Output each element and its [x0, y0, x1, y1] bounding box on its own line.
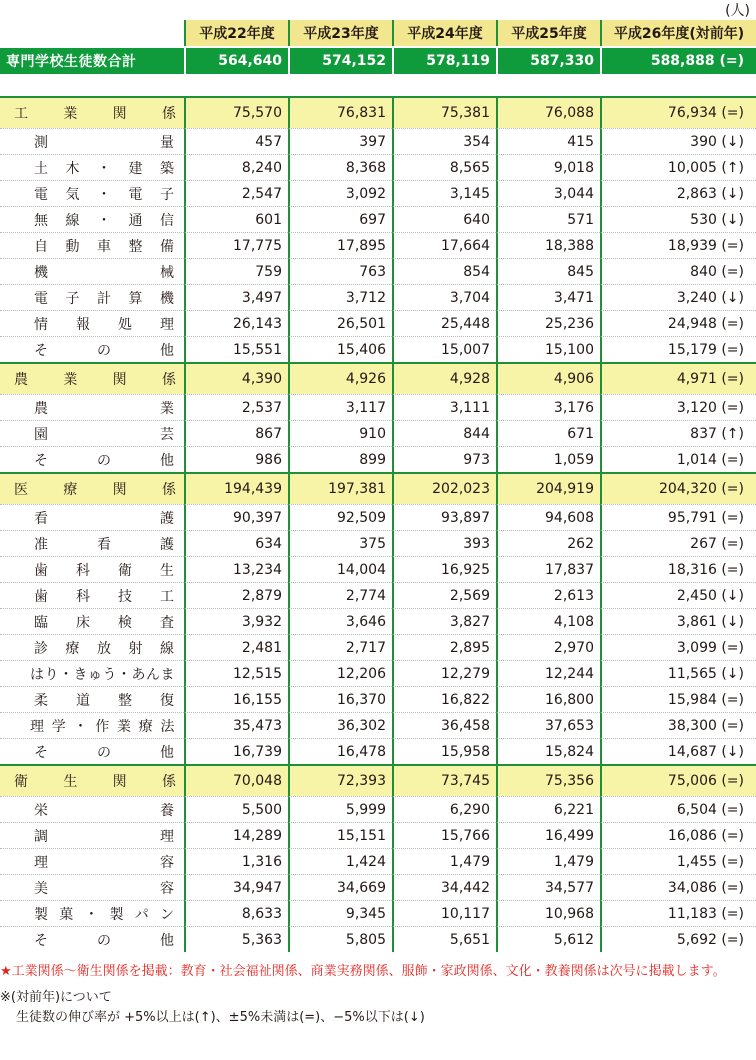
subcategory-value: 12,279: [392, 660, 496, 686]
subcategory-row: [0, 154, 756, 180]
subcategory-value: 34,442: [392, 874, 496, 900]
subcategory-value: 17,895: [288, 232, 392, 258]
category-row: [0, 764, 756, 796]
subcategory-value: 2,970: [496, 634, 600, 660]
subcategory-value: 1,014 (=): [600, 446, 756, 472]
subcategory-value: 571: [496, 206, 600, 232]
subcategory-value: 15,824: [496, 738, 600, 764]
subcategory-row: [0, 128, 756, 154]
subcategory-row: [0, 900, 756, 926]
subcategory-value: 2,450 (↓): [600, 582, 756, 608]
subcategory-value: 2,569: [392, 582, 496, 608]
subcategory-value: 2,774: [288, 582, 392, 608]
subcategory-label: 診療放射線: [0, 634, 184, 660]
subcategory-label: 栄養: [0, 796, 184, 822]
subcategory-label: 准看護: [0, 530, 184, 556]
subcategory-label: 調理: [0, 822, 184, 848]
subcategory-value: 601: [184, 206, 288, 232]
subcategory-value: 845: [496, 258, 600, 284]
subcategory-value: 15,151: [288, 822, 392, 848]
subcategory-value: 3,117: [288, 394, 392, 420]
category-value: 76,831: [288, 96, 392, 128]
note-publication: [0, 962, 756, 982]
subcategory-label: 電子計算機: [0, 284, 184, 310]
subcategory-row: [0, 504, 756, 530]
subcategory-value: 759: [184, 258, 288, 284]
category-value: 72,393: [288, 764, 392, 796]
subcategory-value: 13,234: [184, 556, 288, 582]
subcategory-value: 354: [392, 128, 496, 154]
total-row: [0, 46, 756, 74]
subcategory-value: 90,397: [184, 504, 288, 530]
subcategory-row: [0, 530, 756, 556]
subcategory-value: 17,664: [392, 232, 496, 258]
subcategory-row: [0, 310, 756, 336]
subcategory-value: 14,289: [184, 822, 288, 848]
subcategory-value: 1,479: [392, 848, 496, 874]
total-value: 587,330: [496, 46, 600, 74]
subcategory-value: 3,120 (=): [600, 394, 756, 420]
subcategory-row: [0, 822, 756, 848]
subcategory-value: 15,179 (=): [600, 336, 756, 362]
subcategory-value: 8,368: [288, 154, 392, 180]
subcategory-row: [0, 420, 756, 446]
subcategory-row: [0, 738, 756, 764]
subcategory-value: 14,004: [288, 556, 392, 582]
subcategory-value: 17,837: [496, 556, 600, 582]
note-yoy-title: ※(対前年)について: [0, 990, 112, 1005]
subcategory-value: 36,458: [392, 712, 496, 738]
subcategory-value: 5,500: [184, 796, 288, 822]
subcategory-value: 93,897: [392, 504, 496, 530]
subcategory-value: 1,059: [496, 446, 600, 472]
subcategory-value: 5,651: [392, 926, 496, 952]
subcategory-value: 1,316: [184, 848, 288, 874]
category-value: 75,006 (=): [600, 764, 756, 796]
subcategory-value: 910: [288, 420, 392, 446]
subcategory-value: 18,939 (=): [600, 232, 756, 258]
subcategory-value: 3,712: [288, 284, 392, 310]
header-year: 平成23年度: [288, 20, 392, 46]
subcategory-value: 6,290: [392, 796, 496, 822]
category-value: 4,928: [392, 362, 496, 394]
note-yoy-legend: 生徒数の伸び率が +5%以上は(↑)、±5%未満は(=)、−5%以下は(↓): [16, 1010, 425, 1025]
subcategory-value: 854: [392, 258, 496, 284]
subcategory-value: 16,800: [496, 686, 600, 712]
subcategory-value: 5,363: [184, 926, 288, 952]
subcategory-value: 12,515: [184, 660, 288, 686]
spacer-row: [0, 74, 756, 96]
subcategory-label: 看護: [0, 504, 184, 530]
student-count-table: [0, 20, 756, 952]
subcategory-value: 34,577: [496, 874, 600, 900]
subcategory-row: [0, 686, 756, 712]
subcategory-value: 16,155: [184, 686, 288, 712]
subcategory-value: 9,345: [288, 900, 392, 926]
subcategory-value: 2,537: [184, 394, 288, 420]
category-value: 73,745: [392, 764, 496, 796]
category-row: [0, 362, 756, 394]
subcategory-row: [0, 926, 756, 952]
subcategory-value: 16,499: [496, 822, 600, 848]
category-value: 202,023: [392, 472, 496, 504]
subcategory-value: 9,018: [496, 154, 600, 180]
subcategory-value: 415: [496, 128, 600, 154]
subcategory-value: 3,240 (↓): [600, 284, 756, 310]
header-row: [0, 20, 756, 46]
subcategory-value: 397: [288, 128, 392, 154]
subcategory-value: 11,565 (↓): [600, 660, 756, 686]
subcategory-value: 18,388: [496, 232, 600, 258]
subcategory-value: 840 (=): [600, 258, 756, 284]
subcategory-value: 2,879: [184, 582, 288, 608]
category-value: 4,971 (=): [600, 362, 756, 394]
notes-section: [0, 962, 756, 1028]
subcategory-value: 6,504 (=): [600, 796, 756, 822]
subcategory-value: 262: [496, 530, 600, 556]
total-value: 564,640: [184, 46, 288, 74]
subcategory-row: [0, 446, 756, 472]
subcategory-value: 16,478: [288, 738, 392, 764]
subcategory-value: 763: [288, 258, 392, 284]
subcategory-label: その他: [0, 336, 184, 362]
subcategory-value: 2,717: [288, 634, 392, 660]
header-year: 平成26年度(対前年): [600, 20, 756, 46]
subcategory-value: 2,547: [184, 180, 288, 206]
subcategory-row: [0, 394, 756, 420]
category-value: 76,934 (=): [600, 96, 756, 128]
subcategory-label: 電気・電子: [0, 180, 184, 206]
subcategory-value: 3,646: [288, 608, 392, 634]
unit-label: (人): [725, 3, 750, 19]
subcategory-value: 1,479: [496, 848, 600, 874]
subcategory-row: [0, 336, 756, 362]
subcategory-value: 26,501: [288, 310, 392, 336]
category-value: 70,048: [184, 764, 288, 796]
subcategory-value: 3,704: [392, 284, 496, 310]
subcategory-value: 3,099 (=): [600, 634, 756, 660]
subcategory-value: 697: [288, 206, 392, 232]
category-label: 衛生関係: [0, 764, 184, 796]
subcategory-value: 14,687 (↓): [600, 738, 756, 764]
subcategory-value: 16,739: [184, 738, 288, 764]
subcategory-value: 837 (↑): [600, 420, 756, 446]
subcategory-row: [0, 712, 756, 738]
subcategory-label: 柔道整復: [0, 686, 184, 712]
category-label: 医療関係: [0, 472, 184, 504]
subcategory-value: 4,108: [496, 608, 600, 634]
subcategory-value: 3,827: [392, 608, 496, 634]
subcategory-row: [0, 284, 756, 310]
category-value: 75,381: [392, 96, 496, 128]
subcategory-row: [0, 206, 756, 232]
subcategory-row: [0, 874, 756, 900]
category-value: 4,926: [288, 362, 392, 394]
subcategory-label: その他: [0, 446, 184, 472]
subcategory-value: 1,424: [288, 848, 392, 874]
subcategory-value: 36,302: [288, 712, 392, 738]
subcategory-value: 671: [496, 420, 600, 446]
subcategory-row: [0, 258, 756, 284]
subcategory-value: 15,551: [184, 336, 288, 362]
subcategory-value: 640: [392, 206, 496, 232]
subcategory-value: 35,473: [184, 712, 288, 738]
subcategory-row: [0, 582, 756, 608]
subcategory-value: 267 (=): [600, 530, 756, 556]
subcategory-value: 15,007: [392, 336, 496, 362]
category-value: 75,356: [496, 764, 600, 796]
category-value: 197,381: [288, 472, 392, 504]
subcategory-label: 臨床検査: [0, 608, 184, 634]
header-blank-cell: [0, 20, 184, 46]
subcategory-value: 867: [184, 420, 288, 446]
subcategory-label: 理学・作業療法: [0, 712, 184, 738]
subcategory-value: 393: [392, 530, 496, 556]
subcategory-value: 15,100: [496, 336, 600, 362]
subcategory-label: 美容: [0, 874, 184, 900]
subcategory-value: 10,968: [496, 900, 600, 926]
subcategory-row: [0, 848, 756, 874]
subcategory-value: 94,608: [496, 504, 600, 530]
total-value: 578,119: [392, 46, 496, 74]
subcategory-value: 15,958: [392, 738, 496, 764]
subcategory-value: 18,316 (=): [600, 556, 756, 582]
subcategory-value: 3,145: [392, 180, 496, 206]
subcategory-value: 3,497: [184, 284, 288, 310]
subcategory-value: 5,612: [496, 926, 600, 952]
subcategory-row: [0, 608, 756, 634]
category-value: 4,390: [184, 362, 288, 394]
subcategory-value: 3,471: [496, 284, 600, 310]
category-value: 76,088: [496, 96, 600, 128]
subcategory-value: 3,044: [496, 180, 600, 206]
star-icon: ★: [0, 964, 12, 979]
subcategory-value: 986: [184, 446, 288, 472]
subcategory-value: 16,086 (=): [600, 822, 756, 848]
total-label: 専門学校生徒数合計: [0, 46, 184, 74]
subcategory-value: 973: [392, 446, 496, 472]
subcategory-row: [0, 634, 756, 660]
subcategory-value: 8,565: [392, 154, 496, 180]
subcategory-value: 899: [288, 446, 392, 472]
subcategory-value: 15,984 (=): [600, 686, 756, 712]
subcategory-value: 390 (↓): [600, 128, 756, 154]
subcategory-value: 5,805: [288, 926, 392, 952]
category-label: 工業関係: [0, 96, 184, 128]
subcategory-value: 25,236: [496, 310, 600, 336]
subcategory-value: 16,822: [392, 686, 496, 712]
subcategory-value: 844: [392, 420, 496, 446]
subcategory-value: 2,613: [496, 582, 600, 608]
subcategory-label: その他: [0, 738, 184, 764]
subcategory-label: はり・きゅう・あんま: [0, 660, 184, 686]
subcategory-label: その他: [0, 926, 184, 952]
subcategory-value: 37,653: [496, 712, 600, 738]
subcategory-value: 92,509: [288, 504, 392, 530]
subcategory-value: 457: [184, 128, 288, 154]
subcategory-label: 歯科衛生: [0, 556, 184, 582]
category-row: [0, 96, 756, 128]
subcategory-value: 34,947: [184, 874, 288, 900]
subcategory-value: 26,143: [184, 310, 288, 336]
subcategory-label: 自動車整備: [0, 232, 184, 258]
subcategory-value: 6,221: [496, 796, 600, 822]
subcategory-value: 24,948 (=): [600, 310, 756, 336]
subcategory-value: 3,861 (↓): [600, 608, 756, 634]
subcategory-label: 情報処理: [0, 310, 184, 336]
subcategory-value: 8,240: [184, 154, 288, 180]
category-label: 農業関係: [0, 362, 184, 394]
subcategory-value: 3,932: [184, 608, 288, 634]
subcategory-value: 16,925: [392, 556, 496, 582]
subcategory-label: 農業: [0, 394, 184, 420]
subcategory-value: 95,791 (=): [600, 504, 756, 530]
subcategory-label: 歯科技工: [0, 582, 184, 608]
subcategory-value: 12,244: [496, 660, 600, 686]
subcategory-row: [0, 556, 756, 582]
total-value: 588,888 (=): [600, 46, 756, 74]
subcategory-value: 16,370: [288, 686, 392, 712]
header-year: 平成24年度: [392, 20, 496, 46]
subcategory-value: 530 (↓): [600, 206, 756, 232]
subcategory-label: 機械: [0, 258, 184, 284]
subcategory-value: 34,086 (=): [600, 874, 756, 900]
category-value: 4,906: [496, 362, 600, 394]
category-value: 204,919: [496, 472, 600, 504]
header-year: 平成25年度: [496, 20, 600, 46]
subcategory-value: 38,300 (=): [600, 712, 756, 738]
subcategory-value: 11,183 (=): [600, 900, 756, 926]
subcategory-label: 園芸: [0, 420, 184, 446]
subcategory-value: 3,111: [392, 394, 496, 420]
subcategory-value: 5,999: [288, 796, 392, 822]
subcategory-value: 634: [184, 530, 288, 556]
subcategory-value: 1,455 (=): [600, 848, 756, 874]
category-row: [0, 472, 756, 504]
subcategory-row: [0, 232, 756, 258]
category-value: 194,439: [184, 472, 288, 504]
subcategory-value: 3,092: [288, 180, 392, 206]
subcategory-value: 5,692 (=): [600, 926, 756, 952]
subcategory-value: 17,775: [184, 232, 288, 258]
subcategory-value: 8,633: [184, 900, 288, 926]
category-value: 75,570: [184, 96, 288, 128]
subcategory-value: 15,766: [392, 822, 496, 848]
subcategory-label: 理容: [0, 848, 184, 874]
subcategory-value: 10,117: [392, 900, 496, 926]
subcategory-value: 2,895: [392, 634, 496, 660]
subcategory-value: 10,005 (↑): [600, 154, 756, 180]
note-publication-text: 工業関係～衛生関係を掲載：教育・社会福祉関係、商業実務関係、服飾・家政関係、文化・教養関係は次号に掲載します。: [11, 964, 726, 979]
subcategory-label: 製菓・製パン: [0, 900, 184, 926]
subcategory-label: 測量: [0, 128, 184, 154]
total-value: 574,152: [288, 46, 392, 74]
subcategory-value: 3,176: [496, 394, 600, 420]
subcategory-value: 12,206: [288, 660, 392, 686]
subcategory-row: [0, 180, 756, 206]
subcategory-value: 15,406: [288, 336, 392, 362]
subcategory-row: [0, 796, 756, 822]
category-value: 204,320 (=): [600, 472, 756, 504]
subcategory-value: 2,481: [184, 634, 288, 660]
subcategory-value: 2,863 (↓): [600, 180, 756, 206]
subcategory-row: [0, 660, 756, 686]
subcategory-label: 無線・通信: [0, 206, 184, 232]
subcategory-value: 34,669: [288, 874, 392, 900]
subcategory-value: 375: [288, 530, 392, 556]
header-year: 平成22年度: [184, 20, 288, 46]
subcategory-label: 土木・建築: [0, 154, 184, 180]
subcategory-value: 25,448: [392, 310, 496, 336]
